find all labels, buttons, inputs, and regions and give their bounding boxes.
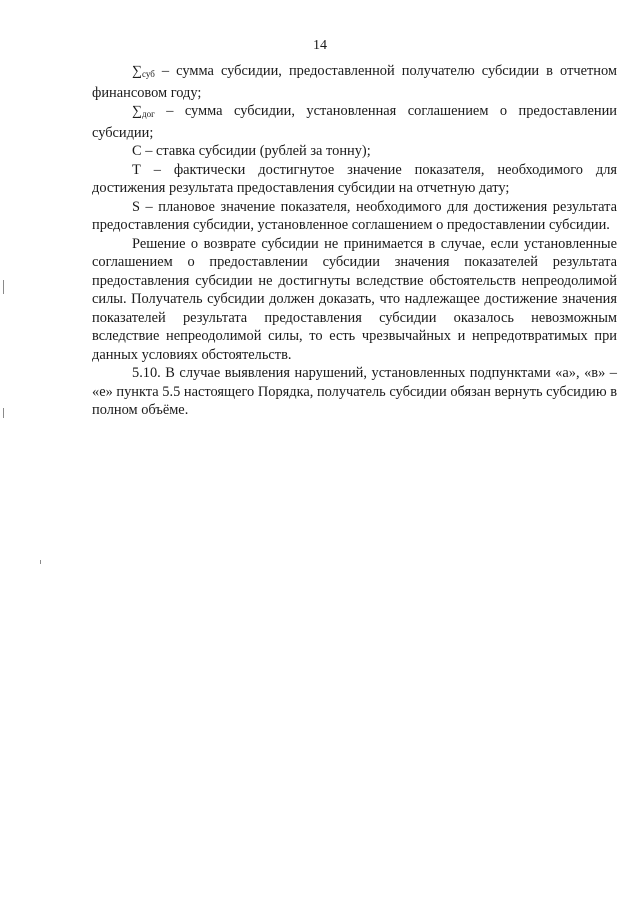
scan-mark <box>3 280 4 294</box>
definition-rate: С – ставка субсидии (рублей за тонну); <box>132 143 371 159</box>
definition-sum-agreement <box>92 102 617 142</box>
definition-text: – сумма субсидии, установленная соглашением о предоставлении субсидии; <box>92 103 617 141</box>
sum-subscript: суб <box>141 69 155 79</box>
sum-subscript: дог <box>141 109 155 119</box>
scan-mark <box>3 408 4 418</box>
definition-actual-value: Т – фактически достигнутое значение показателя, необходимого для достижения результата предоставления субсидии на отчетную дату; <box>92 161 617 196</box>
paragraph-clause-5-10: 5.10. В случае выявления нарушений, установленных подпунктами «а», «в» – «е» пункта 5.5 настоящего Порядка, получатель субсидии обязан вернуть субсидию в полном объёме. <box>92 365 617 418</box>
paragraph-decision: Решение о возврате субсидии не принимается в случае, если установленные соглашением о предоставлении субсидии значения показателей результата предоставления субсидии не достигнуты вследствие обстоятельств непреодолимой силы. Получатель субсидии должен доказать, что надлежащее достижение значения показателей результата предоставления субсидии оказалось невозможным вследствие непреодолимой силы, то есть чрезвычайных и непредотвратимых при данных условиях обстоятельств. <box>92 235 617 363</box>
document-body <box>92 62 617 420</box>
definition-sum-subsidy <box>92 62 617 102</box>
scan-mark <box>40 560 41 564</box>
sum-symbol: ∑ <box>132 104 142 119</box>
definition-planned-value: S – плановое значение показателя, необходимого для достижения результата предоставления субсидии, установленное соглашением о предоставлении субсидии. <box>92 198 617 233</box>
page-number: 14 <box>313 38 327 53</box>
definition-text: – сумма субсидии, предоставленной получателю субсидии в отчетном финансовом году; <box>92 63 617 101</box>
sum-symbol: ∑ <box>132 64 142 79</box>
